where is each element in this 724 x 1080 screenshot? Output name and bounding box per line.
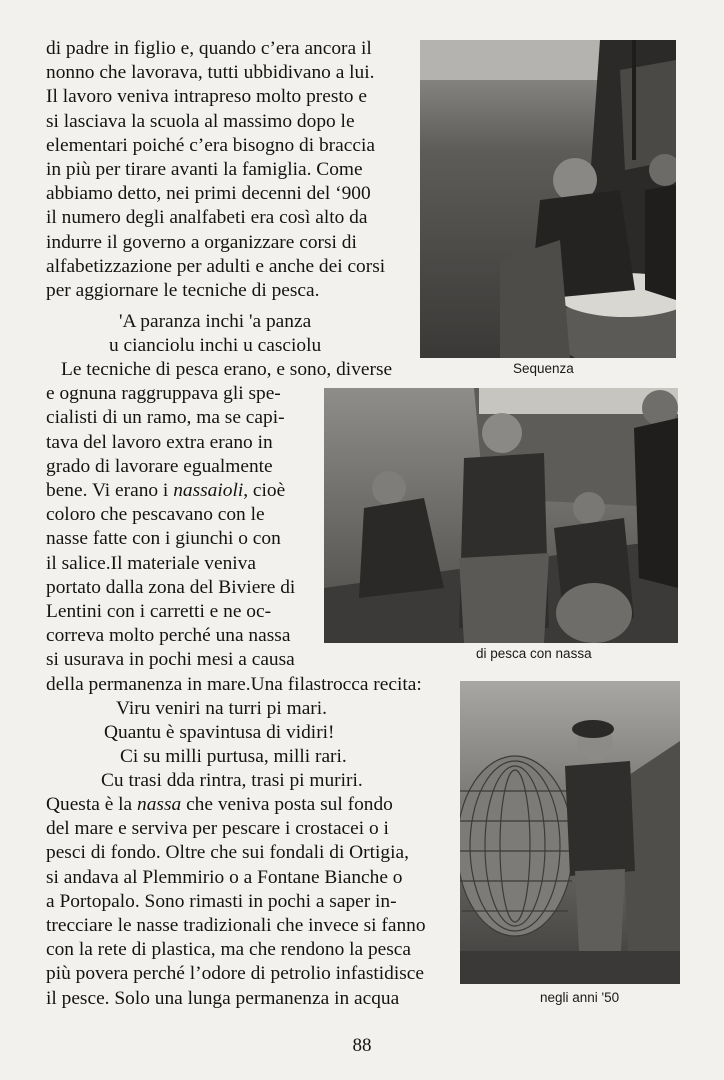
- photo-fishermen-net: [324, 388, 678, 643]
- text-line: indurre il governo a organizzare corsi di: [46, 231, 357, 253]
- text-line: nasse fatte con i giunchi o con: [46, 528, 281, 550]
- text-line: in più per tirare avanti la famiglia. Come: [46, 159, 363, 181]
- text-line: abbiamo detto, nei primi decenni del ‘900: [46, 183, 371, 205]
- text-line: pesci di fondo. Oltre che sui fondali di Ortigia,: [46, 842, 409, 864]
- text-line: portato dalla zona del Biviere di: [46, 576, 296, 598]
- text-line: il numero degli analfabeti era così alto da: [46, 207, 368, 229]
- text-line: si andava al Plemmirio o a Fontane Bianche o: [46, 866, 403, 888]
- italic-term: nassa: [137, 794, 182, 815]
- photo-caption: di pesca con nassa: [476, 646, 592, 661]
- text-line: del mare e serviva per pescare i crostacei o i: [46, 818, 389, 840]
- text-line: grado di lavorare egualmente: [46, 455, 273, 477]
- text-line: si lasciava la scuola al massimo dopo le: [46, 110, 355, 132]
- text-line: più povera perché l’odore di petrolio infastidisce: [46, 963, 424, 985]
- text-line: il pesce. Solo una lunga permanenza in acqua: [46, 987, 400, 1009]
- text-line: Lentini con i carretti e ne oc-: [46, 601, 272, 623]
- text-line: il salice.Il materiale veniva: [46, 552, 256, 574]
- text-line: [46, 793, 426, 817]
- photo-fishermen-boat: [420, 40, 676, 358]
- text-line: trecciare le nasse tradizionali che invece si fanno: [46, 915, 426, 937]
- proverb-line: 'A paranza inchi 'a panza: [119, 311, 312, 332]
- text-line: con la rete di plastica, ma che rendono la pesca: [46, 939, 412, 961]
- photo-fisherman-nassa: [460, 681, 680, 984]
- text-line: della permanenza in mare.Una filastrocca recita:: [46, 673, 422, 695]
- page-number: 88: [352, 1035, 372, 1056]
- text-line: cialisti di un ramo, ma se capi-: [46, 407, 285, 429]
- photo-caption: Sequenza: [513, 361, 574, 376]
- text-line: a Portopalo. Sono rimasti in pochi a saper in-: [46, 890, 397, 912]
- paragraph-1: [46, 37, 385, 303]
- text-run: , cioè: [243, 480, 286, 502]
- text-line: tava del lavoro extra erano in: [46, 431, 273, 453]
- photo-caption: negli anni '50: [540, 990, 620, 1005]
- text-line: alfabetizzazione per adulti e anche dei corsi: [46, 255, 386, 277]
- text-line: Le tecniche di pesca erano, e sono, diverse: [61, 359, 393, 380]
- text-run: che veniva posta sul fondo: [186, 794, 393, 815]
- text-line: coloro che pescavano con le: [46, 504, 265, 526]
- poem-line: Viru veniri na turri pi mari.: [116, 698, 327, 719]
- text-line: correva molto perché una nassa: [46, 625, 291, 647]
- text-line: e ognuna raggruppava gli spe-: [46, 383, 281, 405]
- text-line: elementari poiché c’era bisogno di braccia: [46, 134, 375, 156]
- text-run: bene. Vi erano i: [46, 480, 169, 502]
- poem-line: Cu trasi dda rintra, trasi pi muriri.: [101, 770, 363, 791]
- italic-term: nassaioli: [173, 480, 244, 502]
- text-line: Il lavoro veniva intrapreso molto presto e: [46, 86, 367, 108]
- text-run: Questa è la: [46, 794, 133, 815]
- text-line: si usurava in pochi mesi a causa: [46, 649, 295, 671]
- text-line: nonno che lavorava, tutti ubbidivano a lui.: [46, 62, 375, 84]
- poem-line: Quantu è spavintusa di vidiri!: [104, 722, 335, 743]
- text-line: di padre in figlio e, quando c’era ancora il: [46, 38, 372, 59]
- proverb-line: u cianciolu inchi u casciolu: [109, 335, 322, 356]
- poem-line: Ci su milli purtusa, milli rari.: [120, 746, 347, 767]
- paragraph-3: [46, 793, 426, 1011]
- text-line: per aggiornare le tecniche di pesca.: [46, 280, 320, 302]
